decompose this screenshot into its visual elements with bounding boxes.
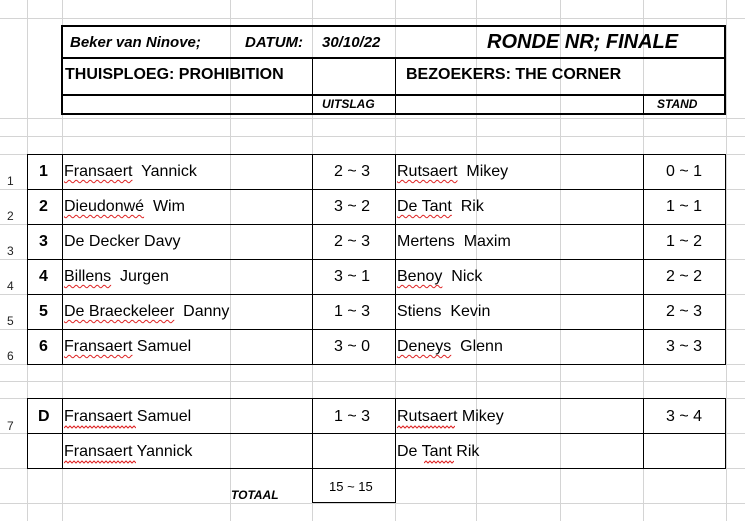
match-number: 6: [39, 338, 48, 355]
home-player: De Braeckeleer Danny: [64, 303, 230, 320]
away-player: Rutsaert Mikey: [397, 163, 509, 180]
home-player: Billens Jurgen: [64, 268, 169, 285]
result-header: UITSLAG: [322, 97, 375, 111]
match-stand: 1 ~ 1: [666, 198, 703, 215]
date-value: 30/10/22: [322, 34, 381, 51]
home-player: Dieudonwé Wim: [64, 198, 185, 215]
cup-name: Beker van Ninove;: [70, 34, 201, 51]
match-number: 5: [39, 303, 48, 320]
row-number: 7: [7, 419, 14, 433]
match-result: 1 ~ 3: [334, 303, 371, 320]
match-result: 2 ~ 3: [334, 163, 371, 180]
away-player: De Tant Rik: [397, 198, 484, 215]
match-stand: 3 ~ 3: [666, 338, 703, 355]
row-number: 4: [7, 279, 14, 293]
home-player: De Decker Davy: [64, 233, 181, 250]
total-value: 15 ~ 15: [329, 479, 373, 494]
doubles-stand: 3 ~ 4: [666, 408, 703, 425]
away-player: Mertens Maxim: [397, 233, 511, 250]
date-label: DATUM:: [245, 34, 304, 51]
row-number: 6: [7, 349, 14, 363]
doubles-away-player-1: Rutsaert Mikey: [397, 408, 504, 425]
match-stand: 2 ~ 3: [666, 303, 703, 320]
match-stand: 0 ~ 1: [666, 163, 703, 180]
match-stand: 2 ~ 2: [666, 268, 703, 285]
home-player: Fransaert Samuel: [64, 338, 192, 355]
match-stand: 1 ~ 2: [666, 233, 703, 250]
match-number: 4: [39, 268, 48, 285]
spellcheck-underline: [397, 425, 455, 429]
row-number: 5: [7, 314, 14, 328]
match-result: 3 ~ 1: [334, 268, 371, 285]
spellcheck-underline: [64, 460, 136, 464]
row-number: 1: [7, 174, 14, 188]
doubles-home-player-1: Fransaert Samuel: [64, 408, 192, 425]
standing-header: STAND: [657, 97, 698, 111]
match-number: 1: [39, 163, 48, 180]
doubles-number: D: [38, 408, 50, 425]
away-player: Stiens Kevin: [397, 303, 491, 320]
total-label: TOTAAL: [231, 488, 279, 502]
doubles-result: 1 ~ 3: [334, 408, 371, 425]
match-number: 2: [39, 198, 48, 215]
away-team: BEZOEKERS: THE CORNER: [406, 66, 622, 83]
spellcheck-underline: [64, 425, 136, 429]
doubles-away-player-2: De Tant Rik: [397, 443, 480, 460]
match-result: 3 ~ 2: [334, 198, 371, 215]
home-team: THUISPLOEG: PROHIBITION: [65, 66, 284, 83]
round-title: RONDE NR; FINALE: [487, 31, 679, 53]
match-result: 3 ~ 0: [334, 338, 371, 355]
doubles-home-player-2: Fransaert Yannick: [64, 443, 193, 460]
away-player: Deneys Glenn: [397, 338, 503, 355]
row-number: 3: [7, 244, 14, 258]
row-number: 2: [7, 209, 14, 223]
home-player: Fransaert Yannick: [64, 163, 197, 180]
away-player: Benoy Nick: [397, 268, 483, 285]
spellcheck-underline: [424, 460, 454, 464]
match-result: 2 ~ 3: [334, 233, 371, 250]
match-number: 3: [39, 233, 48, 250]
